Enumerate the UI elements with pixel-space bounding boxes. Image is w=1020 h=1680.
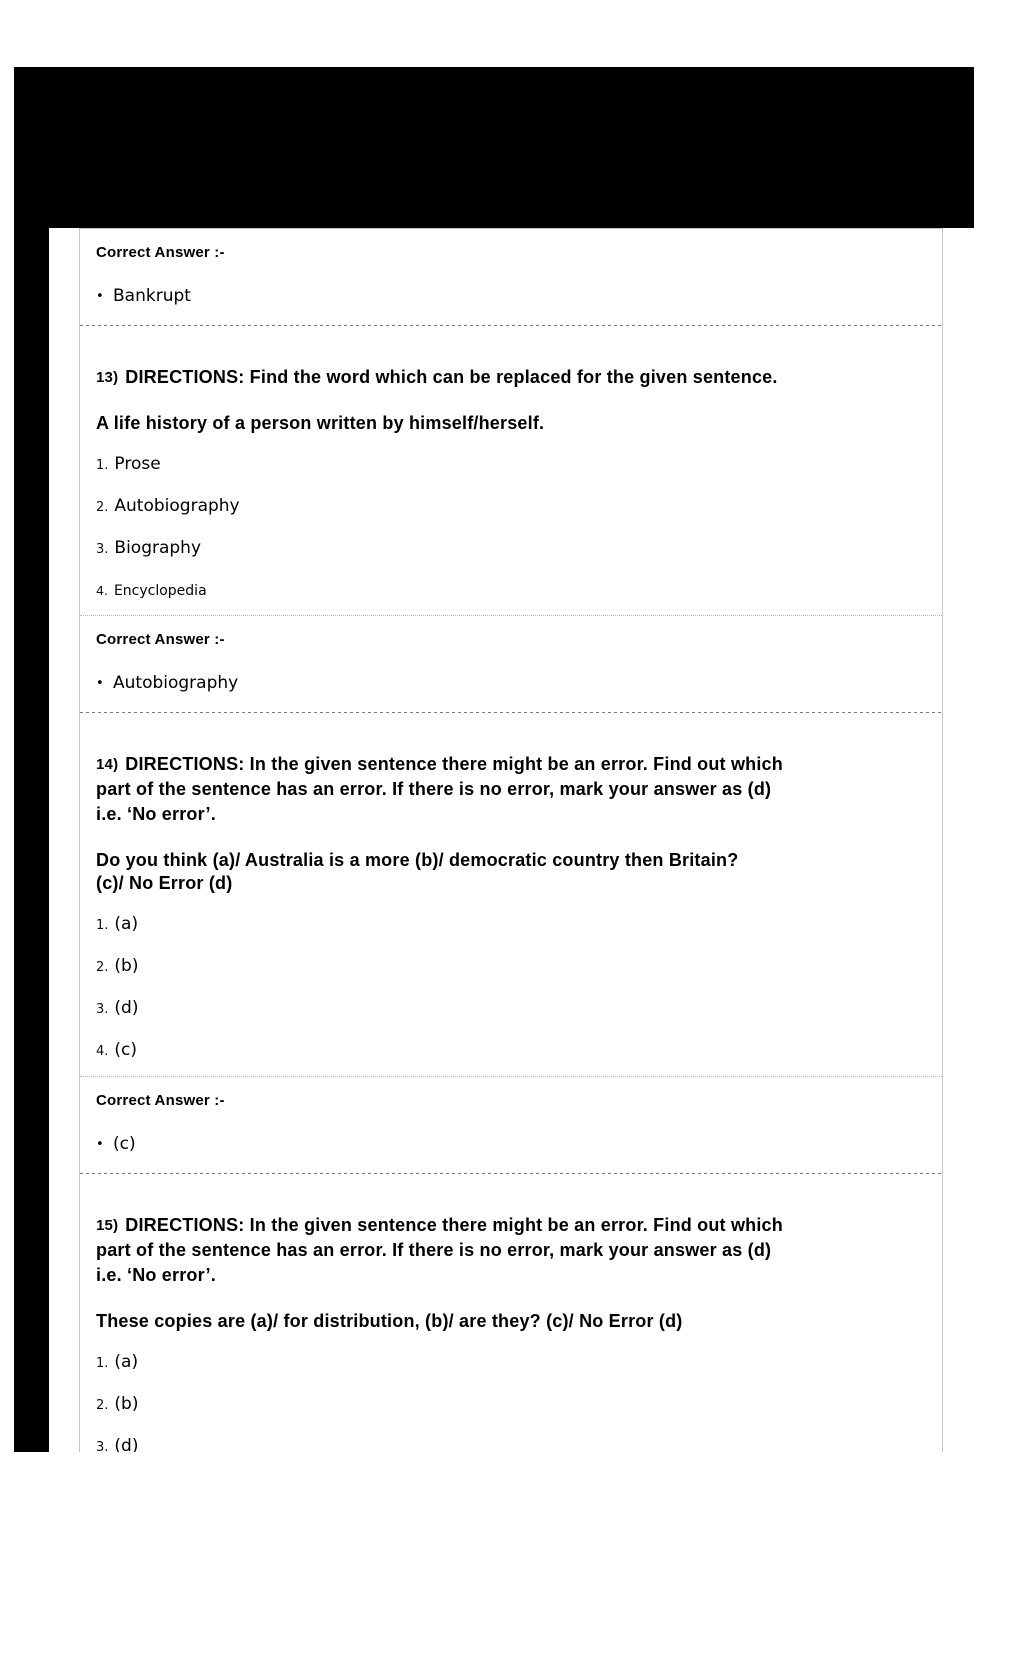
option-row — [96, 914, 926, 936]
option-number: 2. — [96, 1398, 109, 1413]
option-number: 1. — [96, 918, 109, 933]
option-number: 1. — [96, 1356, 109, 1371]
question-prompt-line: Do you think (a)/ Australia is a more (b)/ democratic country then Britain? — [96, 850, 739, 870]
correct-answer-label: Correct Answer :- — [96, 244, 225, 261]
answer-text: Bankrupt — [113, 286, 191, 306]
option-row — [96, 956, 926, 978]
answer-text: (c) — [113, 1134, 136, 1154]
option-row — [96, 454, 926, 476]
question-prompt-line: These copies are (a)/ for distribution, (b)/ are they? (c)/ No Error (d) — [96, 1311, 683, 1331]
answer-bullet-item — [96, 286, 926, 307]
option-row — [96, 1352, 926, 1374]
bullet-icon: • — [96, 1137, 104, 1152]
option-row — [96, 496, 926, 518]
option-text: (d) — [114, 998, 139, 1018]
option-number: 3. — [96, 1002, 109, 1017]
options-list — [96, 1352, 926, 1452]
answer-panel — [79, 228, 943, 1452]
question-directions-line: i.e. ‘No error’. — [96, 804, 216, 824]
question-prompt — [96, 412, 926, 435]
correct-answer-label: Correct Answer :- — [96, 1092, 225, 1109]
answer-bullet-item — [96, 673, 926, 694]
options-list — [96, 454, 926, 601]
option-text: (b) — [114, 1394, 139, 1414]
question-directions-line: 14) DIRECTIONS: In the given sentence there might be an error. Find out which — [96, 754, 783, 774]
option-number: 4. — [96, 1044, 109, 1059]
option-text: Encyclopedia — [113, 583, 207, 599]
option-row — [96, 998, 926, 1020]
question-prompt — [96, 1310, 926, 1333]
option-text: Biography — [114, 538, 202, 558]
option-text: (a) — [114, 914, 139, 934]
redacted-left-bar — [14, 67, 49, 1452]
question-directions-line: i.e. ‘No error’. — [96, 1265, 216, 1285]
question-directions-line: 15) DIRECTIONS: In the given sentence there might be an error. Find out which — [96, 1215, 783, 1235]
option-text: Prose — [114, 454, 161, 474]
options-list — [96, 914, 926, 1062]
option-text: (b) — [114, 956, 139, 976]
option-number: 2. — [96, 500, 109, 515]
question-directions-line: part of the sentence has an error. If there is no error, mark your answer as (d) — [96, 779, 772, 799]
option-number: 3. — [96, 1440, 109, 1452]
question-heading — [96, 1213, 926, 1288]
option-row — [96, 1436, 926, 1452]
option-row — [96, 580, 926, 601]
redacted-header-block — [14, 67, 974, 228]
answer-bullet-item — [96, 1134, 926, 1155]
option-number: 2. — [96, 960, 109, 975]
bullet-icon: • — [96, 289, 104, 304]
question-directions-line: DIRECTIONS: Find the word which can be replaced for the given sentence. — [125, 367, 778, 387]
correct-answer-label: Correct Answer :- — [96, 631, 225, 648]
question-number: 15) — [96, 1217, 119, 1234]
option-number: 3. — [96, 542, 109, 557]
question-section-13 — [80, 326, 942, 615]
option-number: 1. — [96, 458, 109, 473]
option-text: (d) — [114, 1436, 139, 1452]
option-row — [96, 1394, 926, 1416]
question-number: 14) — [96, 756, 119, 773]
correct-answer-section-q13 — [80, 615, 942, 712]
option-text: Autobiography — [114, 496, 240, 516]
option-row — [96, 538, 926, 560]
correct-answer-section-q14 — [80, 1076, 942, 1173]
answer-text: Autobiography — [113, 673, 239, 693]
question-number: 13) — [96, 369, 119, 386]
correct-answer-section-q12 — [80, 229, 942, 325]
question-prompt-line: A life history of a person written by himself/herself. — [96, 413, 545, 433]
question-prompt — [96, 849, 926, 895]
question-heading — [96, 365, 926, 390]
bullet-icon: • — [96, 676, 104, 691]
question-heading — [96, 752, 926, 827]
question-prompt-line: (c)/ No Error (d) — [96, 873, 233, 893]
option-text: (a) — [114, 1352, 139, 1372]
option-row — [96, 1040, 926, 1062]
option-number: 4. — [96, 583, 108, 598]
question-section-14 — [80, 713, 942, 1076]
question-directions-line: part of the sentence has an error. If there is no error, mark your answer as (d) — [96, 1240, 772, 1260]
option-text: (c) — [114, 1040, 138, 1060]
question-section-15 — [80, 1174, 942, 1452]
